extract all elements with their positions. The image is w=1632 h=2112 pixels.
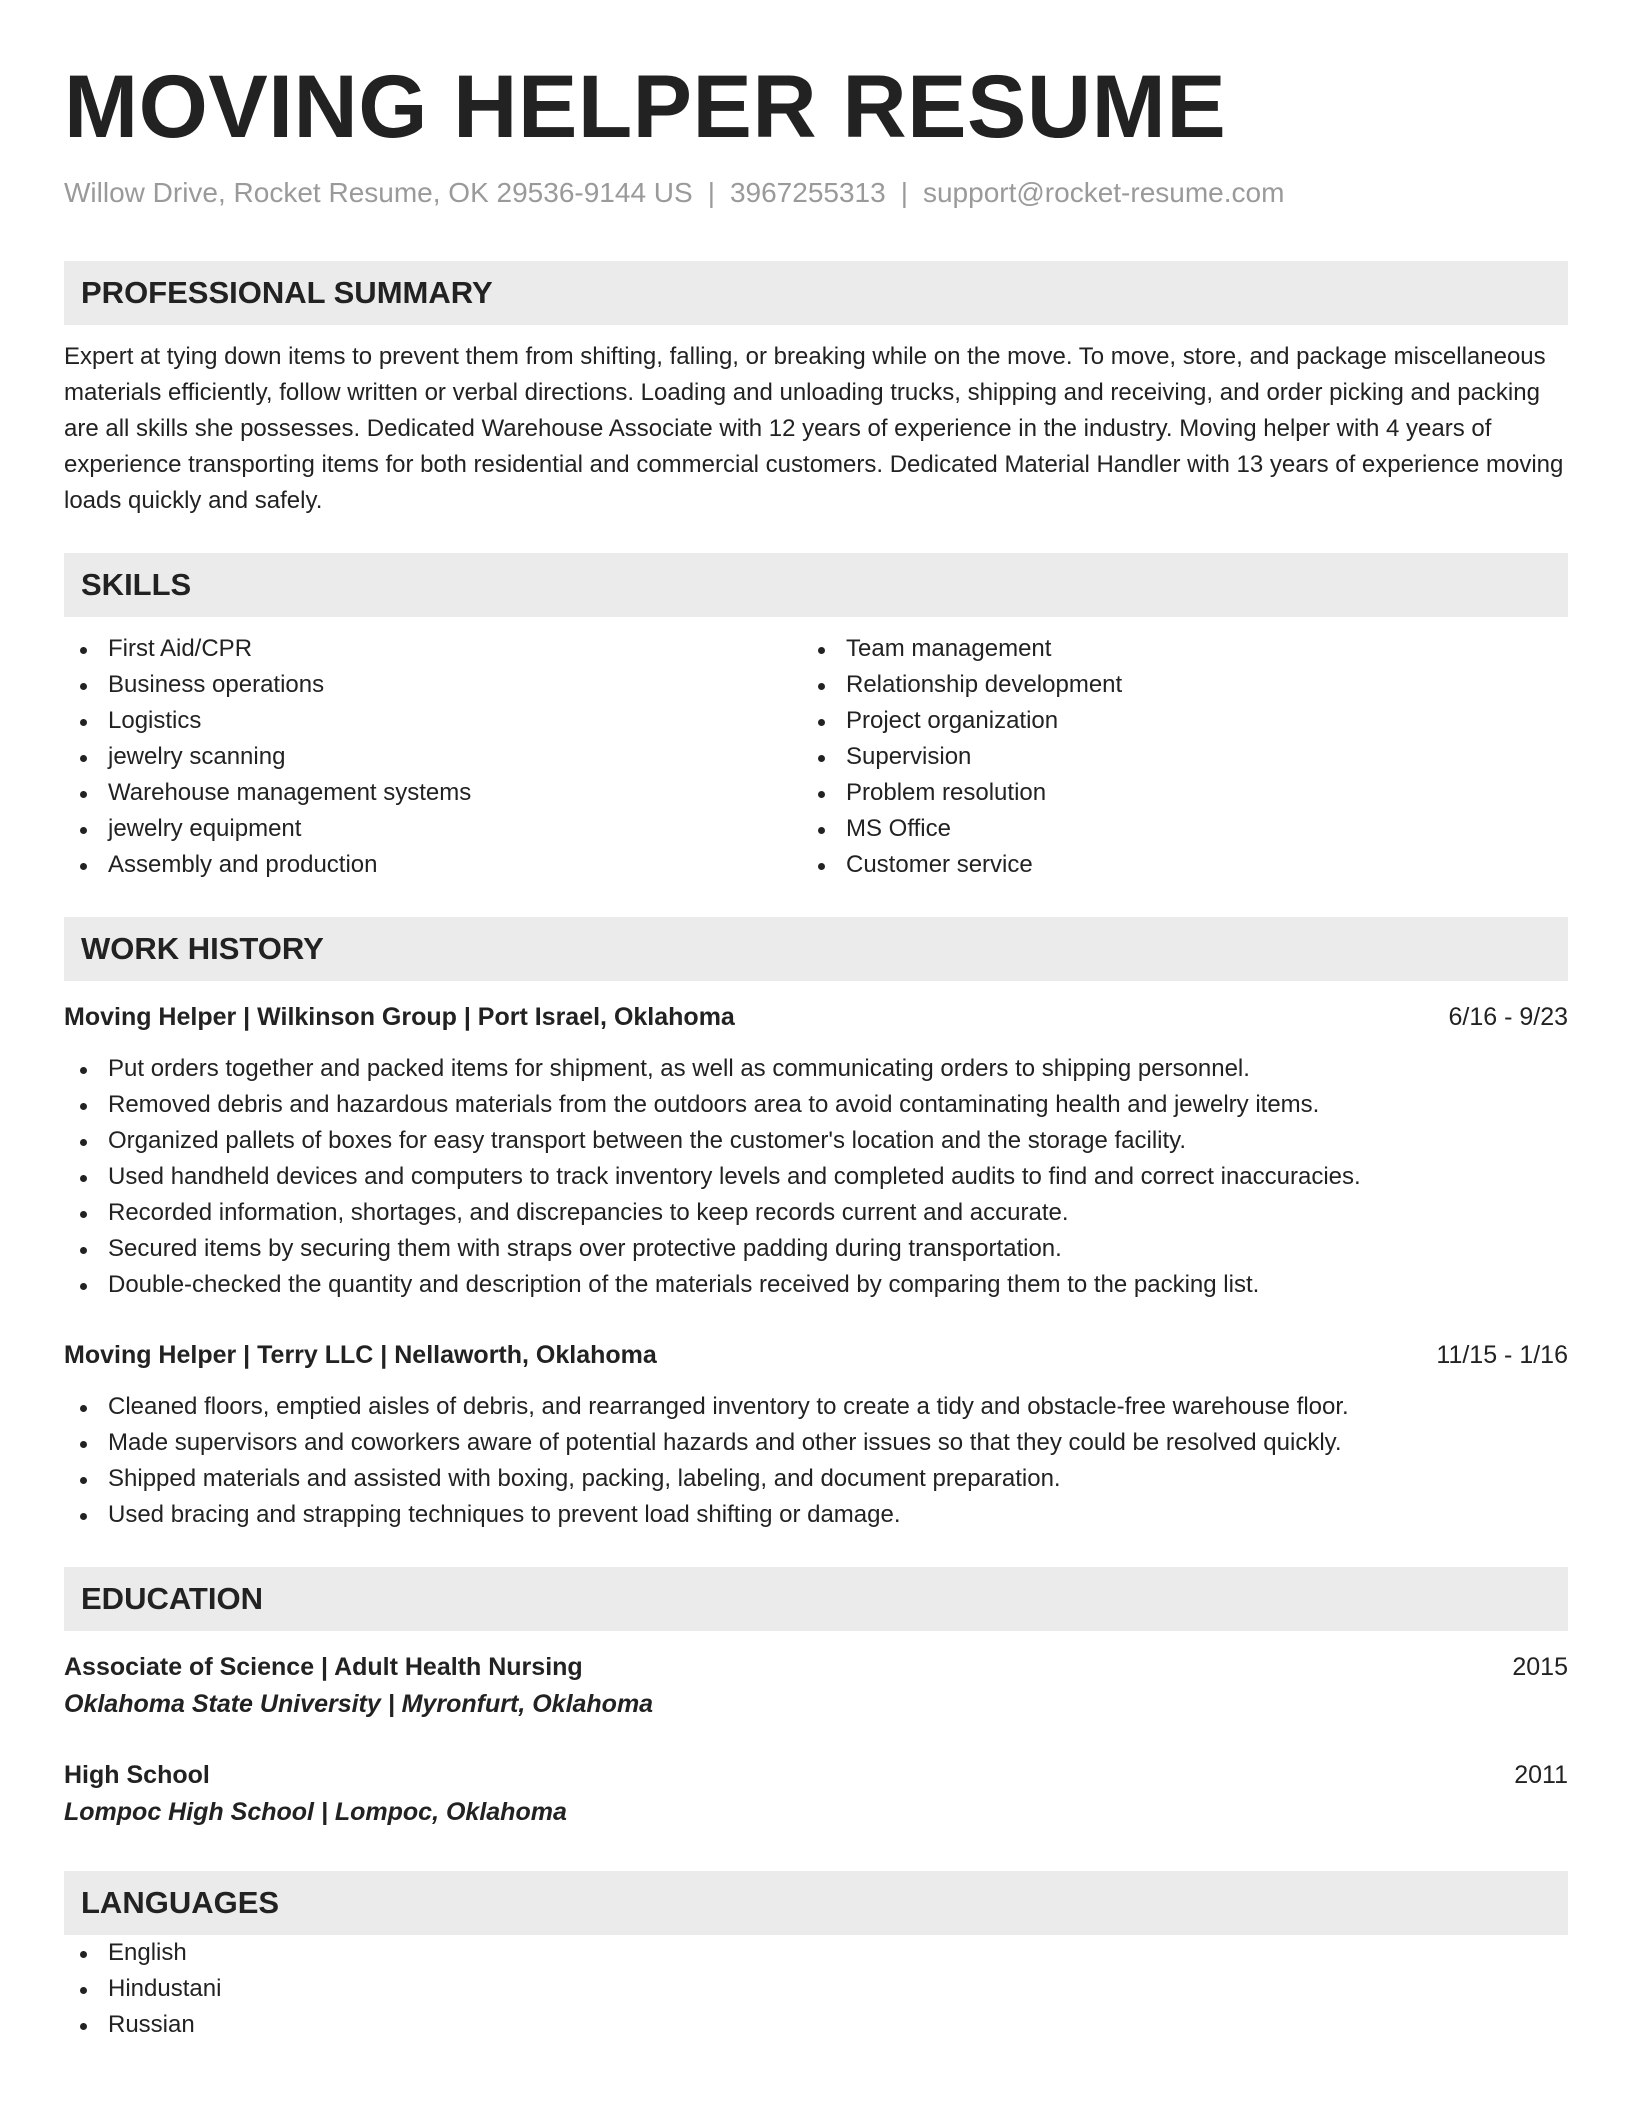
job-bullet: Used bracing and strapping techniques to prevent load shifting or damage. [64,1497,1568,1533]
language-item: Hindustani [64,1971,1568,2007]
skill-item: jewelry equipment [64,811,802,847]
job-title: Moving Helper | Terry LLC | Nellaworth, Oklahoma [64,1341,657,1370]
skill-item: Supervision [802,739,1540,775]
contact-email: support@rocket-resume.com [922,177,1285,208]
education-entry [64,1649,1568,1723]
skills-column-right [802,631,1540,883]
skill-item: First Aid/CPR [64,631,802,667]
skill-item: Assembly and production [64,847,802,883]
education-school: Lompoc High School | Lompoc, Oklahoma [64,1798,567,1827]
section-header-work-history: WORK HISTORY [64,917,1568,981]
job-bullet: Organized pallets of boxes for easy transport between the customer's location and the storage facility. [64,1123,1568,1159]
job-bullet: Shipped materials and assisted with boxing, packing, labeling, and document preparation. [64,1461,1568,1497]
contact-separator: | [900,177,908,208]
section-header-languages: LANGUAGES [64,1871,1568,1935]
education-degree: Associate of Science | Adult Health Nursing [64,1653,583,1682]
education-school: Oklahoma State University | Myronfurt, Oklahoma [64,1690,654,1719]
contact-line [64,175,1568,211]
skill-item: Problem resolution [802,775,1540,811]
section-header-education: EDUCATION [64,1567,1568,1631]
skill-item: MS Office [802,811,1540,847]
skill-item: Business operations [64,667,802,703]
education-year: 2011 [1514,1761,1568,1790]
job-bullet: Cleaned floors, emptied aisles of debris, and rearranged inventory to create a tidy and obstacle-free warehouse floor. [64,1389,1568,1425]
skill-item: jewelry scanning [64,739,802,775]
job-bullet: Secured items by securing them with straps over protective padding during transportation. [64,1231,1568,1267]
language-item: Russian [64,2007,1568,2043]
resume-title: MOVING HELPER RESUME [64,56,1227,156]
job-dates: 6/16 - 9/23 [1448,1003,1568,1032]
contact-phone: 3967255313 [729,177,886,208]
section-header-skills: SKILLS [64,553,1568,617]
job-bullet: Put orders together and packed items for shipment, as well as communicating orders to shipping personnel. [64,1051,1568,1087]
job-bullet: Double-checked the quantity and description of the materials received by comparing them to the packing list. [64,1267,1568,1303]
job-title: Moving Helper | Wilkinson Group | Port Israel, Oklahoma [64,1003,735,1032]
contact-address: Willow Drive, Rocket Resume, OK 29536-9144 US [64,177,693,208]
job-dates: 11/15 - 1/16 [1436,1341,1568,1370]
languages-list [64,1935,1568,2043]
education-entry [64,1757,1568,1831]
skill-item: Project organization [802,703,1540,739]
education-year: 2015 [1512,1653,1568,1682]
skill-item: Logistics [64,703,802,739]
job-entry [64,999,1568,1303]
job-bullet: Removed debris and hazardous materials from the outdoors area to avoid contaminating health and jewelry items. [64,1087,1568,1123]
job-bullet: Made supervisors and coworkers aware of potential hazards and other issues so that they could be resolved quickly. [64,1425,1568,1461]
skills-column-left [64,631,802,883]
section-header-summary: PROFESSIONAL SUMMARY [64,261,1568,325]
skill-item: Team management [802,631,1540,667]
skill-item: Customer service [802,847,1540,883]
language-item: English [64,1935,1568,1971]
skill-item: Relationship development [802,667,1540,703]
skill-item: Warehouse management systems [64,775,802,811]
skills-list [64,631,1568,883]
job-bullet: Used handheld devices and computers to track inventory levels and completed audits to find and correct inaccuracies. [64,1159,1568,1195]
education-degree: High School [64,1761,210,1790]
summary-text: Expert at tying down items to prevent them from shifting, falling, or breaking while on the move. To move, store, and package miscellaneous materials efficiently, follow written or verbal directions. Loading and unloading trucks, shipping and receiving, and order picking and packing are all skills she possesses. Dedicated Warehouse Associate with 12 years of experience in the industry. Moving helper with 4 years of experience transporting items for both residential and commercial customers. Dedicated Material Handler with 13 years of experience moving loads quickly and safely. [64,343,1564,515]
job-bullet: Recorded information, shortages, and discrepancies to keep records current and accurate. [64,1195,1568,1231]
contact-separator: | [707,177,715,208]
job-entry [64,1337,1568,1533]
